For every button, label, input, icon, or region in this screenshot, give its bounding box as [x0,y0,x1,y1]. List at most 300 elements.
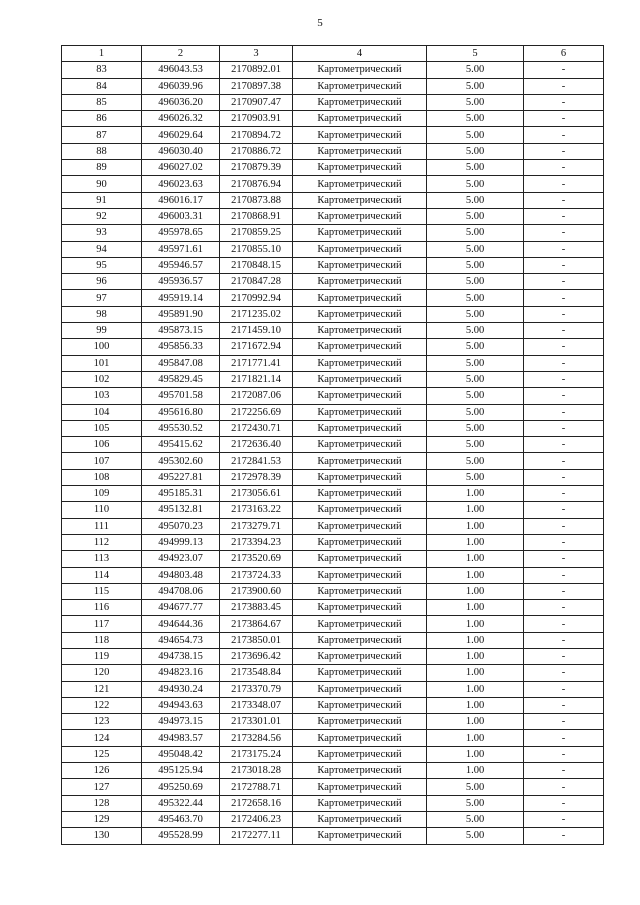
accuracy-cell: 5.00 [427,160,524,176]
description-cell: - [524,143,604,159]
y-coordinate-cell: 2170876.94 [220,176,293,192]
point-number-cell: 98 [62,306,142,322]
point-number-cell: 102 [62,371,142,387]
method-cell: Картометрический [293,225,427,241]
method-cell: Картометрический [293,551,427,567]
x-coordinate-cell: 495936.57 [142,274,220,290]
description-cell: - [524,453,604,469]
table-row [62,795,604,811]
y-coordinate-cell: 2170868.91 [220,208,293,224]
method-cell: Картометрический [293,779,427,795]
column-header: 3 [220,46,293,62]
table-row [62,697,604,713]
point-number-cell: 125 [62,746,142,762]
point-number-cell: 85 [62,94,142,110]
method-cell: Картометрический [293,420,427,436]
point-number-cell: 111 [62,518,142,534]
x-coordinate-cell: 494930.24 [142,681,220,697]
method-cell: Картометрический [293,746,427,762]
x-coordinate-cell: 495856.33 [142,339,220,355]
table-row [62,176,604,192]
accuracy-cell: 1.00 [427,730,524,746]
x-coordinate-cell: 494654.73 [142,632,220,648]
description-cell: - [524,160,604,176]
method-cell: Картометрический [293,469,427,485]
method-cell: Картометрический [293,127,427,143]
accuracy-cell: 5.00 [427,437,524,453]
x-coordinate-cell: 495048.42 [142,746,220,762]
accuracy-cell: 1.00 [427,665,524,681]
accuracy-cell: 5.00 [427,404,524,420]
accuracy-cell: 5.00 [427,192,524,208]
x-coordinate-cell: 496043.53 [142,62,220,78]
x-coordinate-cell: 495250.69 [142,779,220,795]
x-coordinate-cell: 495978.65 [142,225,220,241]
point-number-cell: 89 [62,160,142,176]
method-cell: Картометрический [293,355,427,371]
point-number-cell: 107 [62,453,142,469]
y-coordinate-cell: 2173548.84 [220,665,293,681]
table-row [62,62,604,78]
x-coordinate-cell: 496036.20 [142,94,220,110]
description-cell: - [524,811,604,827]
accuracy-cell: 5.00 [427,225,524,241]
description-cell: - [524,323,604,339]
table-row [62,632,604,648]
x-coordinate-cell: 495971.61 [142,241,220,257]
accuracy-cell: 5.00 [427,420,524,436]
accuracy-cell: 5.00 [427,176,524,192]
y-coordinate-cell: 2173284.56 [220,730,293,746]
y-coordinate-cell: 2171459.10 [220,323,293,339]
table-row [62,339,604,355]
y-coordinate-cell: 2170879.39 [220,160,293,176]
y-coordinate-cell: 2173370.79 [220,681,293,697]
table-row [62,274,604,290]
method-cell: Картометрический [293,208,427,224]
accuracy-cell: 1.00 [427,681,524,697]
description-cell: - [524,355,604,371]
x-coordinate-cell: 494973.15 [142,714,220,730]
x-coordinate-cell: 495701.58 [142,388,220,404]
y-coordinate-cell: 2171672.94 [220,339,293,355]
accuracy-cell: 5.00 [427,306,524,322]
page-number: 5 [317,17,323,29]
method-cell: Картометрический [293,763,427,779]
description-cell: - [524,111,604,127]
x-coordinate-cell: 495302.60 [142,453,220,469]
accuracy-cell: 5.00 [427,208,524,224]
description-cell: - [524,502,604,518]
y-coordinate-cell: 2173348.07 [220,697,293,713]
accuracy-cell: 5.00 [427,111,524,127]
y-coordinate-cell: 2173394.23 [220,534,293,550]
x-coordinate-cell: 496003.31 [142,208,220,224]
accuracy-cell: 1.00 [427,697,524,713]
accuracy-cell: 5.00 [427,94,524,110]
x-coordinate-cell: 496026.32 [142,111,220,127]
description-cell: - [524,420,604,436]
table-row [62,225,604,241]
accuracy-cell: 1.00 [427,486,524,502]
column-header: 1 [62,46,142,62]
y-coordinate-cell: 2172636.40 [220,437,293,453]
x-coordinate-cell: 495919.14 [142,290,220,306]
point-number-cell: 88 [62,143,142,159]
method-cell: Картометрический [293,828,427,844]
method-cell: Картометрический [293,567,427,583]
point-number-cell: 101 [62,355,142,371]
table-row [62,371,604,387]
description-cell: - [524,486,604,502]
method-cell: Картометрический [293,176,427,192]
accuracy-cell: 5.00 [427,811,524,827]
table-row [62,648,604,664]
point-number-cell: 129 [62,811,142,827]
description-cell: - [524,665,604,681]
y-coordinate-cell: 2170873.88 [220,192,293,208]
point-number-cell: 93 [62,225,142,241]
point-number-cell: 116 [62,600,142,616]
table-row [62,453,604,469]
y-coordinate-cell: 2171771.41 [220,355,293,371]
y-coordinate-cell: 2170894.72 [220,127,293,143]
table-row [62,420,604,436]
method-cell: Картометрический [293,78,427,94]
y-coordinate-cell: 2173301.01 [220,714,293,730]
accuracy-cell: 5.00 [427,143,524,159]
accuracy-cell: 1.00 [427,600,524,616]
description-cell: - [524,779,604,795]
point-number-cell: 99 [62,323,142,339]
accuracy-cell: 1.00 [427,763,524,779]
table-row [62,127,604,143]
x-coordinate-cell: 494823.16 [142,665,220,681]
table-row [62,583,604,599]
x-coordinate-cell: 495829.45 [142,371,220,387]
description-cell: - [524,274,604,290]
x-coordinate-cell: 495873.15 [142,323,220,339]
accuracy-cell: 1.00 [427,502,524,518]
table-row [62,502,604,518]
method-cell: Картометрический [293,795,427,811]
y-coordinate-cell: 2172406.23 [220,811,293,827]
method-cell: Картометрический [293,665,427,681]
accuracy-cell: 1.00 [427,746,524,762]
accuracy-cell: 5.00 [427,339,524,355]
accuracy-cell: 5.00 [427,779,524,795]
point-number-cell: 118 [62,632,142,648]
description-cell: - [524,388,604,404]
x-coordinate-cell: 494999.13 [142,534,220,550]
point-number-cell: 86 [62,111,142,127]
method-cell: Картометрический [293,323,427,339]
y-coordinate-cell: 2170903.91 [220,111,293,127]
x-coordinate-cell: 494677.77 [142,600,220,616]
description-cell: - [524,62,604,78]
x-coordinate-cell: 495528.99 [142,828,220,844]
table-row [62,828,604,844]
method-cell: Картометрический [293,583,427,599]
y-coordinate-cell: 2170897.38 [220,78,293,94]
method-cell: Картометрический [293,534,427,550]
x-coordinate-cell: 494644.36 [142,616,220,632]
accuracy-cell: 5.00 [427,257,524,273]
y-coordinate-cell: 2172277.11 [220,828,293,844]
point-number-cell: 120 [62,665,142,681]
description-cell: - [524,257,604,273]
point-number-cell: 124 [62,730,142,746]
accuracy-cell: 1.00 [427,567,524,583]
table-row [62,779,604,795]
point-number-cell: 109 [62,486,142,502]
y-coordinate-cell: 2171235.02 [220,306,293,322]
accuracy-cell: 5.00 [427,355,524,371]
description-cell: - [524,616,604,632]
accuracy-cell: 1.00 [427,518,524,534]
y-coordinate-cell: 2173175.24 [220,746,293,762]
method-cell: Картометрический [293,648,427,664]
y-coordinate-cell: 2173018.28 [220,763,293,779]
point-number-cell: 87 [62,127,142,143]
point-number-cell: 100 [62,339,142,355]
x-coordinate-cell: 496023.63 [142,176,220,192]
x-coordinate-cell: 495415.62 [142,437,220,453]
point-number-cell: 110 [62,502,142,518]
accuracy-cell: 5.00 [427,274,524,290]
table-row [62,437,604,453]
x-coordinate-cell: 495891.90 [142,306,220,322]
description-cell: - [524,746,604,762]
description-cell: - [524,241,604,257]
x-coordinate-cell: 495227.81 [142,469,220,485]
x-coordinate-cell: 495322.44 [142,795,220,811]
point-number-cell: 94 [62,241,142,257]
method-cell: Картометрический [293,94,427,110]
method-cell: Картометрический [293,600,427,616]
description-cell: - [524,697,604,713]
table-row [62,78,604,94]
y-coordinate-cell: 2173724.33 [220,567,293,583]
method-cell: Картометрический [293,290,427,306]
description-cell: - [524,600,604,616]
method-cell: Картометрический [293,714,427,730]
accuracy-cell: 1.00 [427,551,524,567]
x-coordinate-cell: 495185.31 [142,486,220,502]
point-number-cell: 128 [62,795,142,811]
point-number-cell: 108 [62,469,142,485]
accuracy-cell: 5.00 [427,127,524,143]
accuracy-cell: 5.00 [427,795,524,811]
accuracy-cell: 5.00 [427,290,524,306]
x-coordinate-cell: 496016.17 [142,192,220,208]
y-coordinate-cell: 2172978.39 [220,469,293,485]
table-row [62,486,604,502]
table-row [62,208,604,224]
y-coordinate-cell: 2173056.61 [220,486,293,502]
table-row [62,746,604,762]
description-cell: - [524,371,604,387]
description-cell: - [524,437,604,453]
description-cell: - [524,763,604,779]
description-cell: - [524,339,604,355]
description-cell: - [524,306,604,322]
y-coordinate-cell: 2172256.69 [220,404,293,420]
point-number-cell: 105 [62,420,142,436]
method-cell: Картометрический [293,632,427,648]
y-coordinate-cell: 2170907.47 [220,94,293,110]
column-header: 2 [142,46,220,62]
accuracy-cell: 5.00 [427,78,524,94]
table-row [62,241,604,257]
description-cell: - [524,290,604,306]
method-cell: Картометрический [293,453,427,469]
description-cell: - [524,534,604,550]
description-cell: - [524,518,604,534]
description-cell: - [524,208,604,224]
y-coordinate-cell: 2170855.10 [220,241,293,257]
description-cell: - [524,78,604,94]
table-row [62,160,604,176]
method-cell: Картометрический [293,502,427,518]
x-coordinate-cell: 494983.57 [142,730,220,746]
y-coordinate-cell: 2170859.25 [220,225,293,241]
y-coordinate-cell: 2173883.45 [220,600,293,616]
y-coordinate-cell: 2172788.71 [220,779,293,795]
x-coordinate-cell: 496029.64 [142,127,220,143]
x-coordinate-cell: 495616.80 [142,404,220,420]
x-coordinate-cell: 495847.08 [142,355,220,371]
coordinates-table [61,45,604,845]
point-number-cell: 113 [62,551,142,567]
x-coordinate-cell: 494803.48 [142,567,220,583]
accuracy-cell: 5.00 [427,62,524,78]
y-coordinate-cell: 2173696.42 [220,648,293,664]
description-cell: - [524,632,604,648]
method-cell: Картометрический [293,681,427,697]
accuracy-cell: 5.00 [427,323,524,339]
description-cell: - [524,404,604,420]
method-cell: Картометрический [293,160,427,176]
y-coordinate-cell: 2170847.28 [220,274,293,290]
method-cell: Картометрический [293,486,427,502]
x-coordinate-cell: 495530.52 [142,420,220,436]
table-row [62,616,604,632]
table-header-row [62,46,604,62]
method-cell: Картометрический [293,388,427,404]
y-coordinate-cell: 2170886.72 [220,143,293,159]
y-coordinate-cell: 2173163.22 [220,502,293,518]
description-cell: - [524,176,604,192]
table-row [62,388,604,404]
table-row [62,469,604,485]
method-cell: Картометрический [293,518,427,534]
accuracy-cell: 1.00 [427,714,524,730]
table-row [62,681,604,697]
method-cell: Картометрический [293,257,427,273]
table-row [62,518,604,534]
point-number-cell: 122 [62,697,142,713]
description-cell: - [524,192,604,208]
point-number-cell: 95 [62,257,142,273]
y-coordinate-cell: 2170992.94 [220,290,293,306]
accuracy-cell: 1.00 [427,583,524,599]
point-number-cell: 114 [62,567,142,583]
table-row [62,143,604,159]
point-number-cell: 104 [62,404,142,420]
point-number-cell: 126 [62,763,142,779]
accuracy-cell: 5.00 [427,388,524,404]
method-cell: Картометрический [293,437,427,453]
point-number-cell: 90 [62,176,142,192]
method-cell: Картометрический [293,192,427,208]
column-header: 6 [524,46,604,62]
x-coordinate-cell: 495946.57 [142,257,220,273]
point-number-cell: 96 [62,274,142,290]
y-coordinate-cell: 2173864.67 [220,616,293,632]
point-number-cell: 130 [62,828,142,844]
method-cell: Картометрический [293,730,427,746]
accuracy-cell: 5.00 [427,469,524,485]
accuracy-cell: 5.00 [427,241,524,257]
description-cell: - [524,127,604,143]
method-cell: Картометрический [293,339,427,355]
description-cell: - [524,795,604,811]
column-header: 5 [427,46,524,62]
y-coordinate-cell: 2172658.16 [220,795,293,811]
description-cell: - [524,828,604,844]
description-cell: - [524,225,604,241]
point-number-cell: 117 [62,616,142,632]
accuracy-cell: 1.00 [427,534,524,550]
method-cell: Картометрический [293,697,427,713]
x-coordinate-cell: 496030.40 [142,143,220,159]
method-cell: Картометрический [293,811,427,827]
description-cell: - [524,94,604,110]
accuracy-cell: 1.00 [427,648,524,664]
accuracy-cell: 1.00 [427,632,524,648]
x-coordinate-cell: 495125.94 [142,763,220,779]
table-row [62,323,604,339]
x-coordinate-cell: 494738.15 [142,648,220,664]
x-coordinate-cell: 494708.06 [142,583,220,599]
point-number-cell: 121 [62,681,142,697]
point-number-cell: 84 [62,78,142,94]
y-coordinate-cell: 2171821.14 [220,371,293,387]
point-number-cell: 106 [62,437,142,453]
table-row [62,567,604,583]
point-number-cell: 91 [62,192,142,208]
table-row [62,534,604,550]
y-coordinate-cell: 2173850.01 [220,632,293,648]
y-coordinate-cell: 2172087.06 [220,388,293,404]
x-coordinate-cell: 494923.07 [142,551,220,567]
point-number-cell: 115 [62,583,142,599]
y-coordinate-cell: 2172430.71 [220,420,293,436]
table-row [62,551,604,567]
accuracy-cell: 5.00 [427,453,524,469]
x-coordinate-cell: 496027.02 [142,160,220,176]
method-cell: Картометрический [293,111,427,127]
table-row [62,763,604,779]
x-coordinate-cell: 495463.70 [142,811,220,827]
table-row [62,714,604,730]
description-cell: - [524,469,604,485]
method-cell: Картометрический [293,143,427,159]
y-coordinate-cell: 2173279.71 [220,518,293,534]
table-row [62,192,604,208]
x-coordinate-cell: 495132.81 [142,502,220,518]
